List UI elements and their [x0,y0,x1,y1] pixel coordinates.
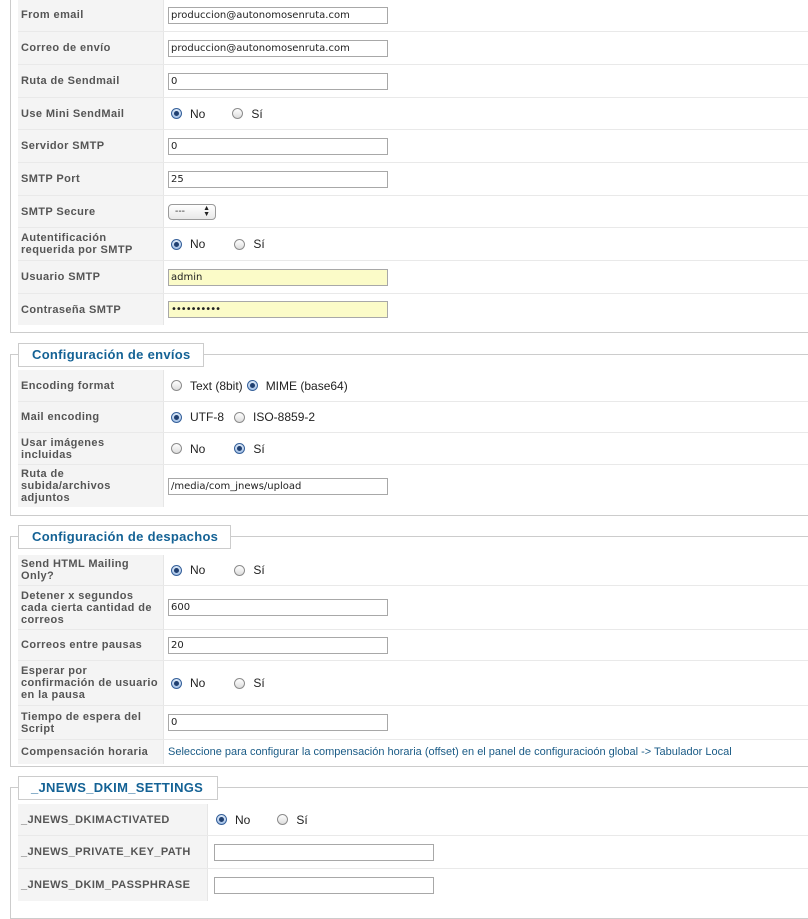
use-mini-sendmail-row [18,98,808,130]
smtp-auth-si[interactable]: Sí [234,237,264,251]
detener-input[interactable] [168,599,388,616]
send-html-no[interactable]: No [171,563,205,577]
radio-unselected-icon[interactable] [277,814,288,825]
mail-encoding-utf8[interactable]: UTF-8 [171,410,224,424]
correo-envio-label: Correo de envío [18,32,164,64]
envios-legend: Configuración de envíos [18,343,204,367]
compensacion-link[interactable]: Seleccione para configurar la compensación horaria (offset) en el panel de configuracioón global -> Tabulador Local [168,746,732,758]
ruta-sendmail-input[interactable] [168,73,388,90]
tiempo-espera-label: Tiempo de espera del Script [18,706,164,739]
smtp-secure-select[interactable]: --- ▲ ▼ [168,204,216,220]
tiempo-espera-input[interactable] [168,714,388,731]
ruta-sendmail-row [18,65,808,98]
ruta-subida-input[interactable] [168,478,388,495]
ruta-subida-row [18,465,808,507]
smtp-secure-label: SMTP Secure [18,196,164,227]
usar-imagenes-si[interactable]: Sí [234,442,264,456]
dkim-activated-no[interactable]: No [216,813,250,827]
esperar-si[interactable]: Sí [234,676,264,690]
mail-encoding-iso[interactable]: ISO-8859-2 [234,410,315,424]
radio-selected-icon[interactable] [234,443,245,454]
use-mini-sendmail-label: Use Mini SendMail [18,98,164,129]
mail-encoding-row [18,402,808,433]
radio-selected-icon[interactable] [171,239,182,250]
detener-label: Detener x segundos cada cierta cantidad de correos [18,586,164,629]
radio-selected-icon[interactable] [171,565,182,576]
radio-selected-icon[interactable] [216,814,227,825]
send-html-si[interactable]: Sí [234,563,264,577]
smtp-auth-label: Autentificación requerida por SMTP [18,228,164,260]
correo-envio-input[interactable] [168,40,388,57]
usuario-smtp-label: Usuario SMTP [18,261,164,293]
dkim-fieldset [10,780,808,919]
ruta-subida-label: Ruta de subida/archivos adjuntos [18,465,164,507]
dkim-activated-si[interactable]: Sí [277,813,307,827]
radio-unselected-icon[interactable] [234,239,245,250]
esperar-row [18,661,808,706]
dkim-activated-label: _JNEWS_DKIMACTIVATED [18,804,208,835]
mail-encoding-label: Mail encoding [18,402,164,432]
despachos-legend: Configuración de despachos [18,525,231,549]
dkim-private-key-label: _JNEWS_PRIVATE_KEY_PATH [18,836,208,868]
correos-pausas-label: Correos entre pausas [18,630,164,660]
radio-unselected-icon[interactable] [232,108,243,119]
send-html-label: Send HTML Mailing Only? [18,555,164,585]
encoding-format-row [18,370,808,402]
despachos-fieldset [10,529,808,767]
dkim-passphrase-input[interactable] [214,877,434,894]
esperar-label: Esperar por confirmación de usuario en la pausa [18,661,164,705]
usar-imagenes-row [18,433,808,465]
use-mini-sendmail-si[interactable]: Sí [232,107,262,121]
radio-unselected-icon[interactable] [171,443,182,454]
dkim-private-key-input[interactable] [214,844,434,861]
dkim-passphrase-label: _JNEWS_DKIM_PASSPHRASE [18,869,208,901]
smtp-auth-row [18,228,808,261]
encoding-format-label: Encoding format [18,370,164,401]
updown-arrow-icon: ▲ ▼ [203,204,210,218]
smtp-auth-no[interactable]: No [171,237,205,251]
smtp-port-label: SMTP Port [18,163,164,195]
use-mini-sendmail-no[interactable]: No [171,107,205,121]
servidor-smtp-row [18,130,808,163]
dkim-activated-row [18,804,808,836]
send-html-row [18,555,808,586]
envios-fieldset [10,347,808,516]
radio-unselected-icon[interactable] [234,412,245,423]
correos-pausas-input[interactable] [168,637,388,654]
tiempo-espera-row [18,706,808,740]
compensacion-row [18,740,808,764]
usuario-smtp-input[interactable] [168,269,388,286]
contrasena-smtp-row [18,294,808,325]
encoding-text-8bit[interactable]: Text (8bit) [171,379,243,393]
servidor-smtp-input[interactable] [168,138,388,155]
radio-unselected-icon[interactable] [234,565,245,576]
correo-envio-row [18,32,808,65]
usar-imagenes-label: Usar imágenes incluidas [18,433,164,464]
detener-row [18,586,808,630]
smtp-secure-row [18,196,808,228]
from-email-label: From email [18,0,164,31]
smtp-port-input[interactable] [168,171,388,188]
contrasena-smtp-label: Contraseña SMTP [18,294,164,325]
servidor-smtp-label: Servidor SMTP [18,130,164,162]
encoding-mime-base64[interactable]: MIME (base64) [247,379,348,393]
compensacion-label: Compensación horaria [18,740,164,764]
dkim-passphrase-row [18,869,808,901]
from-email-input[interactable] [168,7,388,24]
dkim-legend: _JNEWS_DKIM_SETTINGS [18,776,218,800]
correos-pausas-row [18,630,808,661]
dkim-private-key-row [18,836,808,869]
mail-settings-fieldset [10,0,808,333]
smtp-port-row [18,163,808,196]
from-email-row [18,0,808,32]
radio-selected-icon[interactable] [247,380,258,391]
radio-selected-icon[interactable] [171,108,182,119]
usar-imagenes-no[interactable]: No [171,442,205,456]
radio-unselected-icon[interactable] [171,380,182,391]
esperar-no[interactable]: No [171,676,205,690]
ruta-sendmail-label: Ruta de Sendmail [18,65,164,97]
usuario-smtp-row [18,261,808,294]
radio-selected-icon[interactable] [171,412,182,423]
radio-unselected-icon[interactable] [234,678,245,689]
radio-selected-icon[interactable] [171,678,182,689]
contrasena-smtp-input[interactable] [168,301,388,318]
